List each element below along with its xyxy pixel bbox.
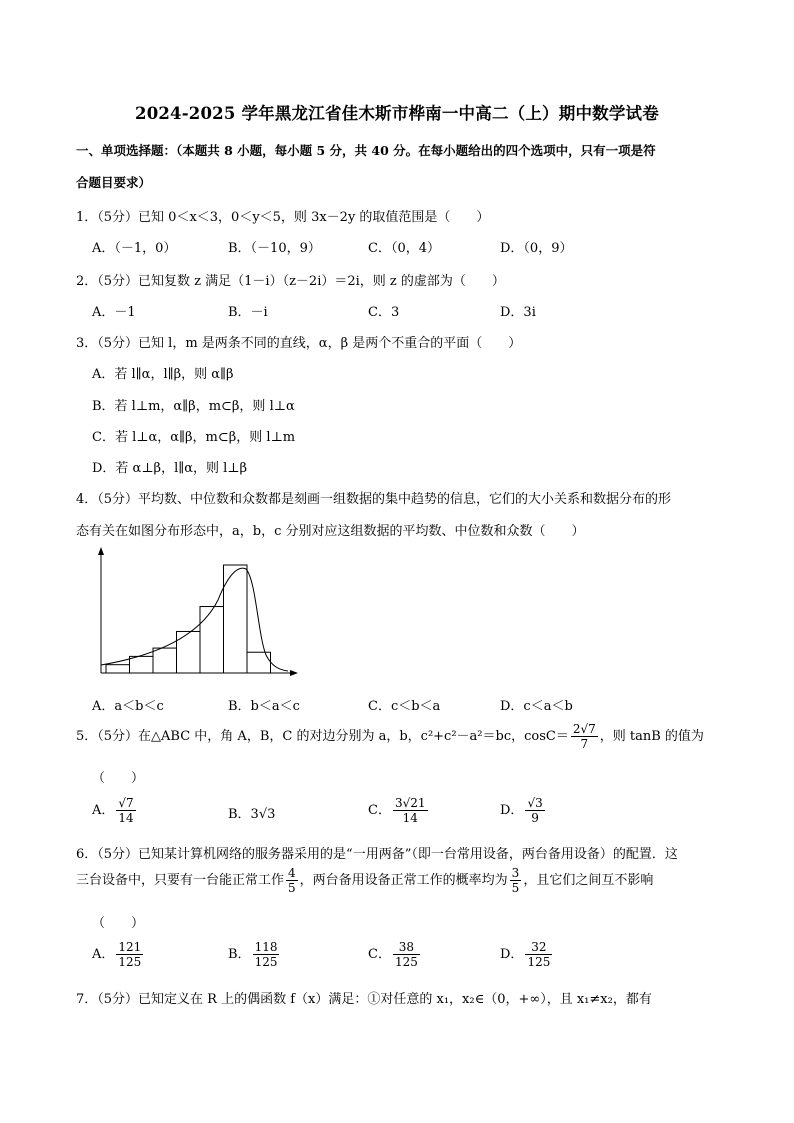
fraction-denominator: 125 bbox=[527, 955, 551, 969]
fraction-denominator: 7 bbox=[580, 737, 589, 751]
q6-fraction-2 bbox=[510, 866, 522, 895]
q5-option-b: B．3√3 bbox=[228, 807, 276, 822]
fraction-denominator: 5 bbox=[511, 881, 520, 895]
histogram-bar bbox=[130, 656, 154, 673]
histogram-bars bbox=[106, 565, 271, 673]
q1-option-d: D．（0，9） bbox=[500, 241, 573, 256]
option-label: A． bbox=[92, 947, 115, 962]
q3-option-c: C．若 l⊥α，α∥β，m⊂β，则 l⊥m bbox=[92, 430, 296, 445]
option-fraction bbox=[525, 940, 552, 969]
q3-option-d: D．若 α⊥β，l∥α，则 l⊥β bbox=[92, 461, 248, 476]
q1-option-a: A．（－1，0） bbox=[92, 241, 177, 256]
q6-fraction-1 bbox=[286, 866, 298, 895]
fraction-numerator: 118 bbox=[254, 940, 278, 954]
q1-stem: 1．（5分）已知 0＜x＜3，0＜y＜5，则 3x－2y 的取值范围是（ ） bbox=[76, 210, 490, 225]
option-fraction bbox=[393, 940, 420, 969]
q6-option-a bbox=[92, 940, 145, 969]
q4-option-d: D．c＜a＜b bbox=[500, 699, 573, 714]
q2-option-c: C．3 bbox=[368, 305, 400, 320]
q5-stem-post: ，则 tanB 的值为 bbox=[599, 729, 704, 744]
fraction-numerator: 4 bbox=[288, 866, 296, 880]
q6-option-d bbox=[500, 940, 554, 969]
q4-stem-line1: 4．（5分）平均数、中位数和众数都是刻画一组数据的集中趋势的信息，它们的大小关系和数据分布的形 bbox=[76, 492, 672, 507]
option-fraction bbox=[393, 796, 428, 825]
histogram-bar bbox=[177, 631, 201, 673]
q1-option-b: B．（－10，9） bbox=[228, 241, 321, 256]
fraction-denominator: 125 bbox=[118, 955, 142, 969]
q5-stem bbox=[76, 722, 704, 751]
q6-stem-line2 bbox=[76, 866, 653, 895]
fraction-numerator: 32 bbox=[525, 940, 552, 955]
q6-paren: （ ） bbox=[92, 916, 145, 931]
option-fraction bbox=[116, 796, 135, 825]
option-label: D． bbox=[500, 803, 524, 818]
fraction-numerator: √7 bbox=[118, 796, 134, 810]
fraction-denominator: 5 bbox=[288, 881, 296, 895]
fraction-denominator: 14 bbox=[402, 811, 418, 825]
q5-option-c bbox=[368, 796, 430, 825]
q2-stem: 2．（5分）已知复数 z 满足（1－i）（z－2i）＝2i，则 z 的虚部为（ ） bbox=[76, 274, 505, 289]
x-axis-arrow bbox=[290, 670, 298, 676]
option-fraction bbox=[116, 940, 143, 969]
fraction-numerator: 121 bbox=[118, 940, 142, 954]
option-fraction bbox=[253, 940, 280, 969]
fraction-denominator: 125 bbox=[254, 955, 278, 969]
q5-stem-pre: 5．（5分）在△ABC 中，角 A，B，C 的对边分别为 a，b，c²+c²－a²＝bc，cosC＝ bbox=[76, 729, 569, 744]
fraction-numerator: 3√21 bbox=[394, 796, 426, 810]
fraction-denominator: 14 bbox=[118, 811, 134, 825]
q7-stem: 7．（5分）已知定义在 R 上的偶函数 f（x）满足：①对任意的 x₁，x₂∈（0，+∞），且 x₁≠x₂，都有 bbox=[76, 992, 652, 1007]
q1-option-c: C．（0，4） bbox=[368, 241, 440, 256]
q6-stem-part: ，且它们之间互不影响 bbox=[523, 873, 654, 888]
q3-option-a: A．若 l∥α，l∥β，则 α∥β bbox=[92, 367, 234, 382]
histogram-bar bbox=[247, 652, 271, 673]
option-label: C． bbox=[368, 947, 391, 962]
q2-option-a: A．－1 bbox=[92, 305, 136, 320]
q6-stem-part: 三台设备中，只要有一台能正常工作 bbox=[76, 873, 285, 888]
q4-option-c: C．c＜b＜a bbox=[368, 699, 441, 714]
fraction-numerator: √3 bbox=[527, 796, 543, 810]
section-header-line2: 合题目要求） bbox=[76, 175, 152, 190]
section-header-line1: 一、单项选择题：（本题共 8 小题，每小题 5 分，共 40 分。在每小题给出的四个选项中，只有一项是符 bbox=[76, 143, 656, 158]
y-axis-arrow bbox=[98, 547, 104, 555]
option-label: D． bbox=[500, 947, 524, 962]
fraction-denominator: 125 bbox=[394, 955, 418, 969]
q3-stem: 3．（5分）已知 l，m 是两条不同的直线，α，β 是两个不重合的平面（ ） bbox=[76, 336, 522, 351]
q3-option-b: B．若 l⊥m，α∥β，m⊂β，则 l⊥α bbox=[92, 399, 295, 414]
q6-stem-part: ，两台备用设备正常工作的概率均为 bbox=[299, 873, 508, 888]
fraction-denominator: 9 bbox=[531, 811, 539, 825]
fraction-numerator: 2√7 bbox=[572, 722, 596, 736]
histogram-bar bbox=[153, 648, 177, 673]
q5-option-a bbox=[92, 796, 138, 825]
q5-option-d bbox=[500, 796, 547, 825]
page-title: 2024-2025 学年黑龙江省佳木斯市桦南一中高二（上）期中数学试卷 bbox=[135, 104, 659, 123]
q5-cos-fraction bbox=[571, 722, 598, 751]
option-fraction bbox=[525, 796, 544, 825]
q4-option-a: A．a＜b＜c bbox=[92, 699, 164, 714]
q2-option-d: D．3i bbox=[500, 305, 536, 320]
option-label: C． bbox=[368, 803, 391, 818]
fraction-numerator: 38 bbox=[393, 940, 420, 955]
histogram-bar bbox=[200, 607, 224, 673]
q4-stem-line2: 态有关在如图分布形态中，a，b，c 分别对应这组数据的平均数、中位数和众数（ ） bbox=[76, 524, 585, 539]
fraction-numerator: 3 bbox=[511, 866, 520, 880]
q6-option-b bbox=[228, 940, 281, 969]
option-label: B． bbox=[228, 947, 251, 962]
q6-stem-line1: 6．（5分）已知某计算机网络的服务器采用的是“一用两备”（即一台常用设备，两台备用设备）的配置．这 bbox=[76, 847, 678, 862]
q5-paren: （ ） bbox=[92, 771, 145, 786]
q6-option-c bbox=[368, 940, 422, 969]
q2-option-b: B．－i bbox=[228, 305, 268, 320]
q4-option-b: B．b＜a＜c bbox=[228, 699, 300, 714]
option-label: A． bbox=[92, 803, 115, 818]
q4-distribution-figure bbox=[88, 545, 300, 683]
histogram-bar bbox=[106, 665, 130, 673]
